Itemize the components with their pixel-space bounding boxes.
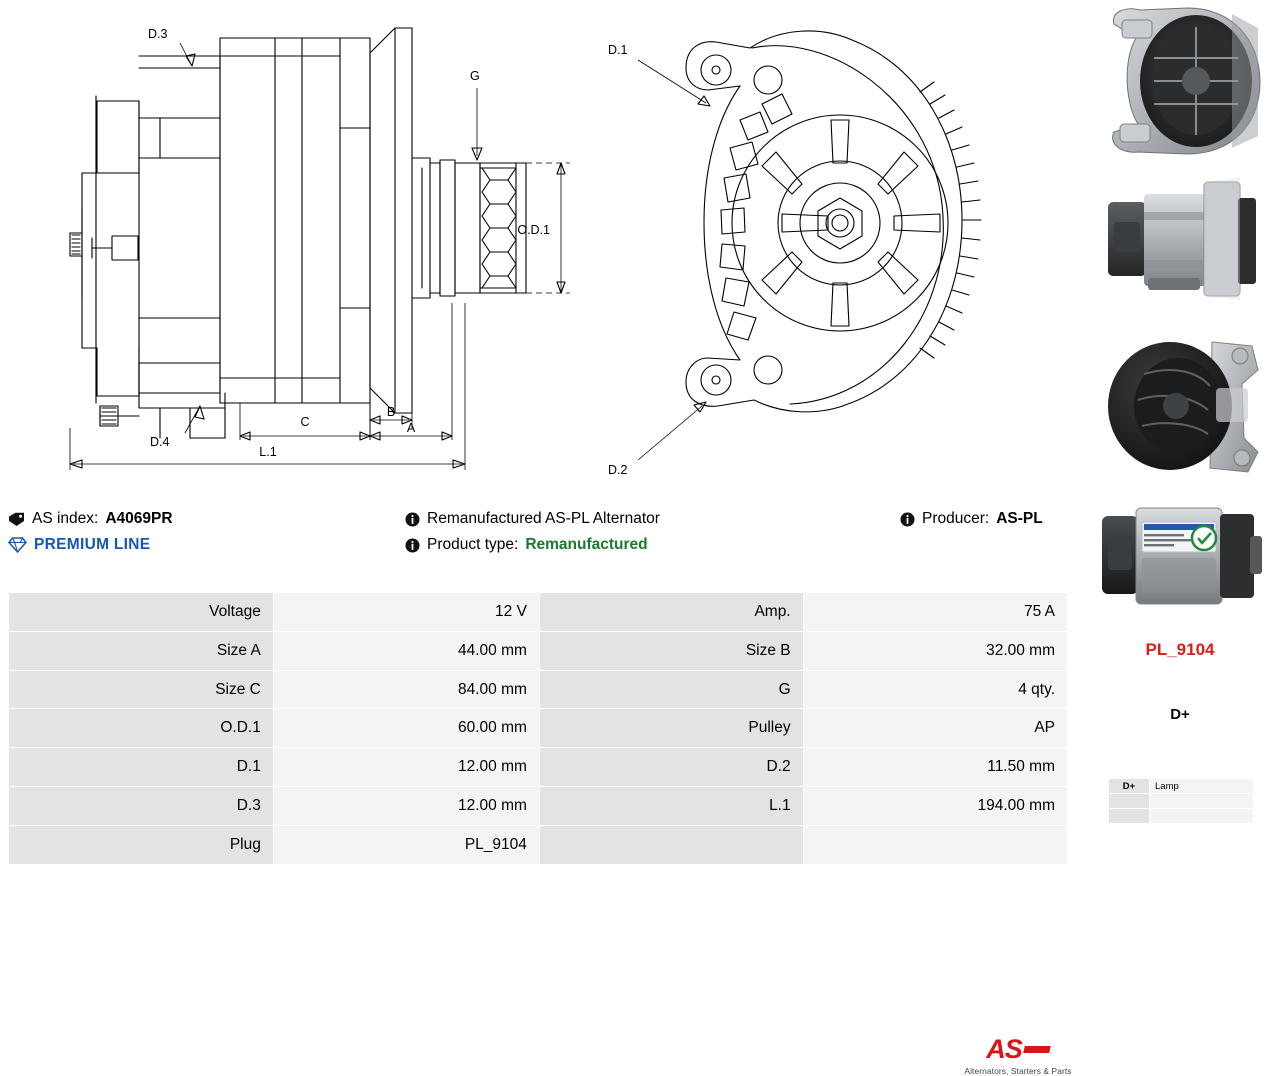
label-a: A [406,421,416,435]
info-column-index [8,506,173,558]
premium-line-badge [8,532,173,558]
pin-value [1150,794,1254,809]
spec-label: Size C [9,670,274,709]
info-icon [405,512,420,527]
spec-value: 12.00 mm [273,786,539,825]
product-photo-front[interactable] [1092,2,1268,160]
as-pl-logo [958,1036,1078,1076]
spec-label: D.1 [9,748,274,787]
label-b: B [386,405,396,419]
plug-code-label: PL_9104 [1145,640,1215,659]
product-type-line [405,532,660,558]
producer-line [900,506,1043,532]
producer-label: Producer: [922,510,990,527]
label-c: C [300,415,310,429]
pin-key [1109,794,1150,809]
pin-key: D+ [1109,779,1150,794]
spec-value: 11.50 mm [803,748,1067,787]
spec-value: 60.00 mm [273,709,539,748]
product-type-value: Remanufactured [525,536,648,553]
product-photo-labeled[interactable] [1092,488,1268,628]
spec-label: G [539,670,803,709]
spec-value: 44.00 mm [273,631,539,670]
spec-value: AP [803,709,1067,748]
as-index-value: A4069PR [105,510,173,527]
table-row [9,670,1068,709]
spec-value: PL_9104 [273,825,539,864]
pin-value: Lamp [1150,779,1254,794]
label-od1: O.D.1 [517,223,550,237]
description-label: Remanufactured AS-PL Alternator [427,510,660,527]
spec-value: 4 qty. [803,670,1067,709]
spec-value-empty [803,825,1067,864]
table-row [1109,809,1254,824]
product-type-label: Product type: [427,536,519,553]
producer-value: AS-PL [996,510,1043,527]
spec-label: Size B [539,631,803,670]
spec-label: Pulley [539,709,803,748]
spec-value: 12 V [273,593,539,632]
info-icon [900,512,915,527]
spec-label: O.D.1 [9,709,274,748]
spec-label: D.3 [9,786,274,825]
as-logo-bar [1023,1046,1050,1053]
specification-table [8,592,1068,865]
spec-label: D.2 [539,748,803,787]
label-d1: D.1 [608,43,628,57]
as-index-line [8,506,173,532]
table-row [9,748,1068,787]
info-column-producer [900,506,1043,532]
table-row [9,631,1068,670]
as-index-label: AS index: [32,510,99,527]
diamond-icon [8,537,27,553]
table-row [1109,779,1254,794]
dplus-code-label: D+ [1170,706,1190,723]
spec-value: 84.00 mm [273,670,539,709]
spec-value: 32.00 mm [803,631,1067,670]
table-row [1109,794,1254,809]
pin-key [1109,809,1150,824]
product-photo-column [1092,0,1268,876]
spec-label: Amp. [539,593,803,632]
spec-value: 75 A [803,593,1067,632]
premium-line-label: PREMIUM LINE [34,536,151,553]
spec-label: L.1 [539,786,803,825]
spec-label-empty [539,825,803,864]
product-photo-side[interactable] [1092,164,1268,322]
info-column-type [405,506,660,558]
label-g: G [470,69,480,83]
table-row [9,825,1068,864]
label-d2: D.2 [608,463,628,477]
as-logo-subtitle: Alternators, Starters & Parts [964,1066,1072,1076]
as-logo-text: AS [986,1034,1022,1064]
info-icon [405,538,420,553]
alternator-side-view-drawing [40,8,580,488]
spec-label: Voltage [9,593,274,632]
label-l1: L.1 [259,445,277,459]
label-d4: D.4 [150,435,170,449]
technical-drawings [0,0,1080,492]
product-photo-rear[interactable] [1092,326,1268,484]
spec-value: 12.00 mm [273,748,539,787]
spec-value: 194.00 mm [803,786,1067,825]
description-line [405,506,660,532]
pin-assignment-table [1108,778,1254,824]
table-row [9,593,1068,632]
tag-icon [8,512,25,527]
spec-label: Size A [9,631,274,670]
pin-value [1150,809,1254,824]
table-row [9,709,1068,748]
label-d3: D.3 [148,27,168,41]
spec-label: Plug [9,825,274,864]
alternator-front-view-drawing [590,8,1030,488]
table-row [9,786,1068,825]
